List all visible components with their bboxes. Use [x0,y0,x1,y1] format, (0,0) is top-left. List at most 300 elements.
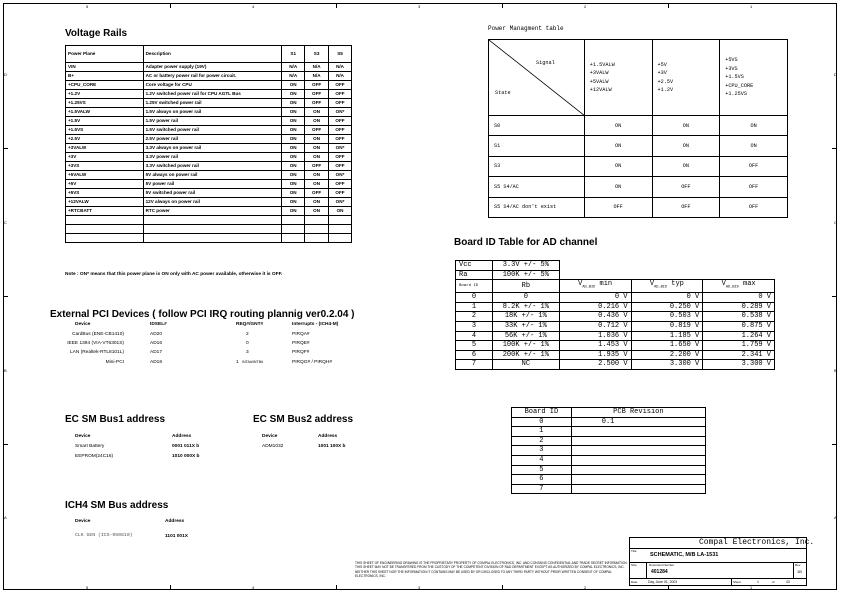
table-header-cell: S5 [329,46,352,63]
signal-label: +3VALW [589,70,609,77]
table-header-cell: S3 [305,46,329,63]
list-item: Smart Battery [75,444,105,449]
table-cell: ON [305,144,329,153]
diagonal-line [489,40,585,116]
table-cell: ON [652,156,720,176]
table-cell: +3VALW [66,144,144,153]
table-cell: +12VALW [66,198,144,207]
ruler-label: 3 [418,4,421,9]
table-cell: 200K +/- 1% [492,350,559,360]
vcc-label: Vcc [456,261,493,271]
table-cell: 1 [512,427,572,437]
power-mgmt-col3 [720,40,788,116]
table-cell: 5 [456,341,493,351]
ruler-tick [336,585,337,590]
table-cell: ON* [329,144,352,153]
table-header-row [66,46,352,63]
table-cell: +1.5V [66,117,144,126]
table-cell: +CPU_CORE [66,81,144,90]
table-row [512,417,706,427]
ruler-tick [832,148,837,149]
table-cell: 0.875 V [703,321,775,331]
table-cell: 3.300 V [703,360,775,370]
table-cell: OFF [329,189,352,198]
divider [646,562,647,578]
table-cell: OFF [652,197,720,217]
table-cell: +5VALW [66,171,144,180]
pci-irq: PIRQG# / PIRQH# [292,359,332,365]
table-cell [282,216,305,225]
ruler-tick [502,585,503,590]
table-cell: OFF [720,177,788,197]
table-cell: N/A [282,63,305,72]
table-cell: +5VS [66,189,144,198]
power-mgmt-title: Power Managment table [488,25,564,32]
table-row [456,341,775,351]
table-cell: +1.5VS [66,126,144,135]
table-cell: +5V [66,180,144,189]
signal-label: +3V [657,70,667,77]
list-item: ADM1032 [262,444,284,449]
table-cell: ON [584,156,652,176]
state-label: S3 [489,156,585,176]
table-cell [143,234,282,243]
divider [793,562,794,578]
table-cell: 0 [492,293,559,303]
table-cell [329,234,352,243]
ra-value: 100K +/- 5% [492,270,559,280]
table-cell: ON [282,117,305,126]
signal-label: +5VS [725,57,738,64]
table-cell: ON [305,198,329,207]
board-id-table [455,260,775,370]
table-cell: OFF [329,90,352,99]
table-cell: ON [305,207,329,216]
table-row [66,90,352,99]
voltage-rails-title: Voltage Rails [65,28,128,39]
table-cell: Core voltage for CPU [143,81,282,90]
table-row [66,225,352,234]
table-cell: OFF [329,153,352,162]
table-row [489,177,788,197]
ruler-label: 4 [252,4,255,9]
table-cell: +2.5V [66,135,144,144]
table-cell: ON [305,117,329,126]
table-cell: 56K +/- 1% [492,331,559,341]
table-cell: ON [282,81,305,90]
power-mgmt-header-row [489,40,788,116]
table-cell: ON [282,108,305,117]
table-cell: 0 V [559,293,631,303]
signal-label: +1.25VS [725,91,747,98]
table-row [66,189,352,198]
table-cell: 1.2V switched power rail for CPU AGTL Bus [143,90,282,99]
table-cell: ON [282,126,305,135]
signal-label: +5V [657,61,667,68]
table-cell: 5V power rail [143,180,282,189]
table-cell: ON [584,177,652,197]
table-row [512,484,706,494]
rev-label: Rev [795,563,801,567]
table-cell [282,225,305,234]
table-row [66,63,352,72]
pci-req: 3 [246,350,249,356]
signal-label: +1.5VALW [589,61,615,68]
list-item: EEPROM(24C16) [75,454,114,459]
table-cell: OFF [305,189,329,198]
corner-signal-label: Signal [536,60,555,66]
table-cell: ON [720,136,788,156]
pci-idsel: AD17 [150,350,162,356]
ruler-tick [668,3,669,8]
table-cell: OFF [329,162,352,171]
table-cell [329,225,352,234]
table-cell: 18K +/- 1% [492,312,559,322]
table-cell: 1.5V switched power rail [143,126,282,135]
ich4-header-address: Address [165,519,185,524]
table-cell: 2 [456,312,493,322]
pci-req: INTA#/INTB# [242,359,264,364]
corner-state-label: State [495,90,511,96]
voltage-rails-table [65,45,352,243]
table-cell: OFF [305,162,329,171]
table-cell [143,225,282,234]
table-row [456,302,775,312]
table-cell [282,234,305,243]
table-cell: OFF [652,177,720,197]
table-cell: N/A [282,72,305,81]
ec-bus1-header-device: Device [75,434,91,439]
ruler-label: B [4,368,7,373]
table-row [489,197,788,217]
table-cell: ON [282,198,305,207]
ec-bus1-header-address: Address [172,434,192,439]
table-cell: 2.200 V [631,350,703,360]
table-cell: OFF [329,117,352,126]
table-cell [305,216,329,225]
table-header-row [456,280,775,293]
table-row [66,171,352,180]
table-cell: +3VS [66,162,144,171]
date-label: Date [631,580,638,584]
table-cell: 3 [456,321,493,331]
table-cell: ON* [329,108,352,117]
table-cell: ON [282,135,305,144]
signal-label: +1.2V [657,86,674,93]
table-cell: OFF [329,99,352,108]
pci-req_num: 1 [236,359,239,365]
table-row [66,126,352,135]
header-v: V [649,280,655,289]
table-cell: N/A [305,72,329,81]
table-cell: ON [282,162,305,171]
header-min: min [599,280,613,289]
power-mgmt-col1 [584,40,652,116]
table-cell: 2.500 V [559,360,631,370]
company-name: Compal Electronics, Inc. [699,538,815,547]
ruler-tick [832,296,837,297]
table-cell [571,475,705,485]
table-row [66,162,352,171]
table-cell: ON [305,171,329,180]
table-cell: 1 [456,302,493,312]
table-cell: OFF [720,197,788,217]
ruler-label: 2 [584,585,587,590]
table-cell: 0 [456,293,493,303]
divider [731,578,732,586]
header-sub: AD_BID [654,285,668,290]
table-cell: RTC power [143,207,282,216]
table-row [66,144,352,153]
ruler-tick [336,3,337,8]
table-header-cell: Power Plane [66,46,144,63]
pci-idsel: AD20 [150,332,162,337]
title-label: Title [631,549,637,553]
table-cell: 1.5V power rail [143,117,282,126]
power-mgmt-table [488,39,788,218]
table-cell: ON* [329,171,352,180]
ruler-tick [502,3,503,8]
table-cell [571,455,705,465]
table-cell: 0.503 V [631,312,703,322]
table-row [456,360,775,370]
table-cell: 5V always on power rail [143,171,282,180]
pci-header-interrupts: Interrupts - (ICH4-M) [292,322,339,327]
signal-label: +CPU_CORE [725,82,754,89]
table-row [66,153,352,162]
table-cell: 1.25V switched power rail [143,99,282,108]
table-cell: ON [282,153,305,162]
table-row [512,455,706,465]
rev-value: 1B [797,569,802,574]
ruler-label: C [4,220,7,225]
table-row [66,207,352,216]
table-cell [66,234,144,243]
header-board-id: Board ID [456,280,493,293]
header-typ: typ [671,280,684,289]
table-cell: 0.538 V [703,312,775,322]
table-cell: NC [492,360,559,370]
ruler-tick [170,3,171,8]
table-cell: 7 [456,360,493,370]
vcc-value: 3.3V +/- 5% [492,261,559,271]
table-cell: 4 [456,331,493,341]
list-item: 1010 000X b [172,454,200,459]
table-cell: 0.1 [571,417,705,427]
table-cell [305,234,329,243]
date-value: Day, June 01, 2003 [648,580,678,584]
table-cell: 0.436 V [559,312,631,322]
table-cell [66,216,144,225]
table-row [66,99,352,108]
table-cell: +1.5VALW [66,108,144,117]
table-cell: 1.185 V [631,331,703,341]
table-cell: 5 [512,465,572,475]
table-row [456,350,775,360]
table-cell: 2.5V power rail [143,135,282,144]
table-cell: 6 [456,350,493,360]
table-cell [329,216,352,225]
ruler-label: 4 [252,585,255,590]
doc-number-label: Document Number [649,563,675,567]
ec-bus2-header-address: Address [318,434,338,439]
table-cell: 0.819 V [631,321,703,331]
ich4-header-device: Device [75,519,91,524]
table-cell: 0.712 V [559,321,631,331]
table-cell [571,446,705,456]
signal-label: +1.5VS [725,74,744,81]
table-cell: ON [305,153,329,162]
divider [629,578,807,579]
ec-bus2-header-device: Device [262,434,278,439]
table-cell: 3 [512,446,572,456]
table-cell: 1.264 V [703,331,775,341]
sheet-value: 1 [757,580,759,584]
table-header-cell: Description [143,46,282,63]
table-row [66,81,352,90]
table-cell: N/A [329,72,352,81]
pci-irq: PIRQE# [292,341,310,347]
header-sub: AD_BID [725,285,739,290]
table-cell: ON [584,116,652,136]
table-cell: 0.216 V [559,302,631,312]
pci-header-req: REQ#/GNT# [236,322,264,327]
table-cell [559,261,774,271]
state-label: S0 [489,116,585,136]
table-cell: 0.289 V [703,302,775,312]
sheet-total: 43 [786,580,790,584]
table-cell: 7 [512,484,572,494]
table-cell: ON* [329,198,352,207]
ruler-label: 5 [86,4,89,9]
pci-req: 0 [246,341,249,347]
table-cell: +RTCBATT [66,207,144,216]
table-row [66,72,352,81]
table-cell [143,216,282,225]
table-cell: VIN [66,63,144,72]
table-cell: 1.650 V [631,341,703,351]
table-cell [571,465,705,475]
table-cell: 1.036 V [559,331,631,341]
table-row [489,116,788,136]
ruler-label: D [4,72,7,77]
divider [629,548,807,549]
table-cell: 1.5V always on power rail [143,108,282,117]
ruler-label: A [4,515,7,520]
schematic-title: SCHEMATIC, M/B LA-1531 [650,552,719,558]
table-cell [559,270,774,280]
ruler-tick [3,444,8,445]
table-row [456,321,775,331]
table-row [66,180,352,189]
table-cell: 0 V [631,293,703,303]
table-cell: OFF [329,81,352,90]
ec-sm-bus2-title: EC SM Bus2 address [253,414,354,425]
pci-req: 2 [246,332,249,337]
table-cell: AC or battery power rail for power circuit. [143,72,282,81]
table-cell: OFF [329,126,352,135]
ruler-label: 5 [86,585,89,590]
table-cell: ON [282,99,305,108]
table-cell: ON [305,135,329,144]
header-board-id: Board ID [512,408,572,418]
table-cell: 3.3V always on power rail [143,144,282,153]
table-row [512,427,706,437]
table-cell: ON [282,189,305,198]
table-cell: ON [305,108,329,117]
state-label: S5 S4/AC [489,177,585,197]
ruler-tick [170,585,171,590]
table-row [66,135,352,144]
table-cell: 6 [512,475,572,485]
ruler-label: D [834,72,837,77]
table-cell: OFF [720,156,788,176]
table-row [489,156,788,176]
signal-label: +2.5V [657,78,674,85]
table-cell: OFF [329,180,352,189]
table-cell: 0.250 V [631,302,703,312]
table-cell: OFF [329,135,352,144]
table-cell [305,225,329,234]
power-mgmt-corner [489,40,585,116]
sheet-label: Sheet [733,580,741,584]
table-row [66,117,352,126]
table-cell: ON [282,144,305,153]
header-rb: Rb [492,280,559,293]
header-v-max [703,280,775,293]
table-cell: ON [282,171,305,180]
table-cell: +1.25VS [66,99,144,108]
table-cell: 33K +/- 1% [492,321,559,331]
ruler-tick [832,444,837,445]
pci-device: CardBus (ENE-CB1410) [72,332,124,337]
table-cell: 1.759 V [703,341,775,351]
state-label: S5 S4/AC don't exist [489,197,585,217]
table-cell: ON [282,207,305,216]
ruler-tick [3,296,8,297]
table-cell: 3.300 V [631,360,703,370]
signal-label: +3VS [725,65,738,72]
table-cell: 1.935 V [559,350,631,360]
table-cell: 0 V [703,293,775,303]
pci-device: IEEE 1394 (VIA-VT6301S) [67,341,124,347]
list-item: 0001 011X b [172,444,200,449]
table-cell: 5V switched power rail [143,189,282,198]
table-cell: 100K +/- 1% [492,341,559,351]
voltage-rails-note: Note : ON* means that this power plane is ON only with AC power available, otherwise it is OFF. [65,272,283,277]
table-cell [571,427,705,437]
ruler-tick [3,148,8,149]
table-row [512,475,706,485]
ra-label: Ra [456,270,493,280]
table-cell [66,225,144,234]
list-item: CLK GEN (ICS-950810) [75,533,133,538]
table-cell: 4 [512,455,572,465]
table-cell: OFF [305,90,329,99]
pci-devices-title: External PCI Devices ( follow PCI IRQ routing plannig ver0.2.04 ) [50,309,355,320]
table-row [456,293,775,303]
pci-header-device: Device [75,322,91,327]
header-v-typ [631,280,703,293]
pci-device: LAN (Realtek-RTL8101L) [69,350,124,356]
table-cell: ON [282,180,305,189]
table-row [489,136,788,156]
table-cell: +1.2V [66,90,144,99]
ruler-label: B [834,368,837,373]
table-row [456,261,775,271]
signal-label: +5VALW [589,78,609,85]
table-cell: 1.453 V [559,341,631,351]
